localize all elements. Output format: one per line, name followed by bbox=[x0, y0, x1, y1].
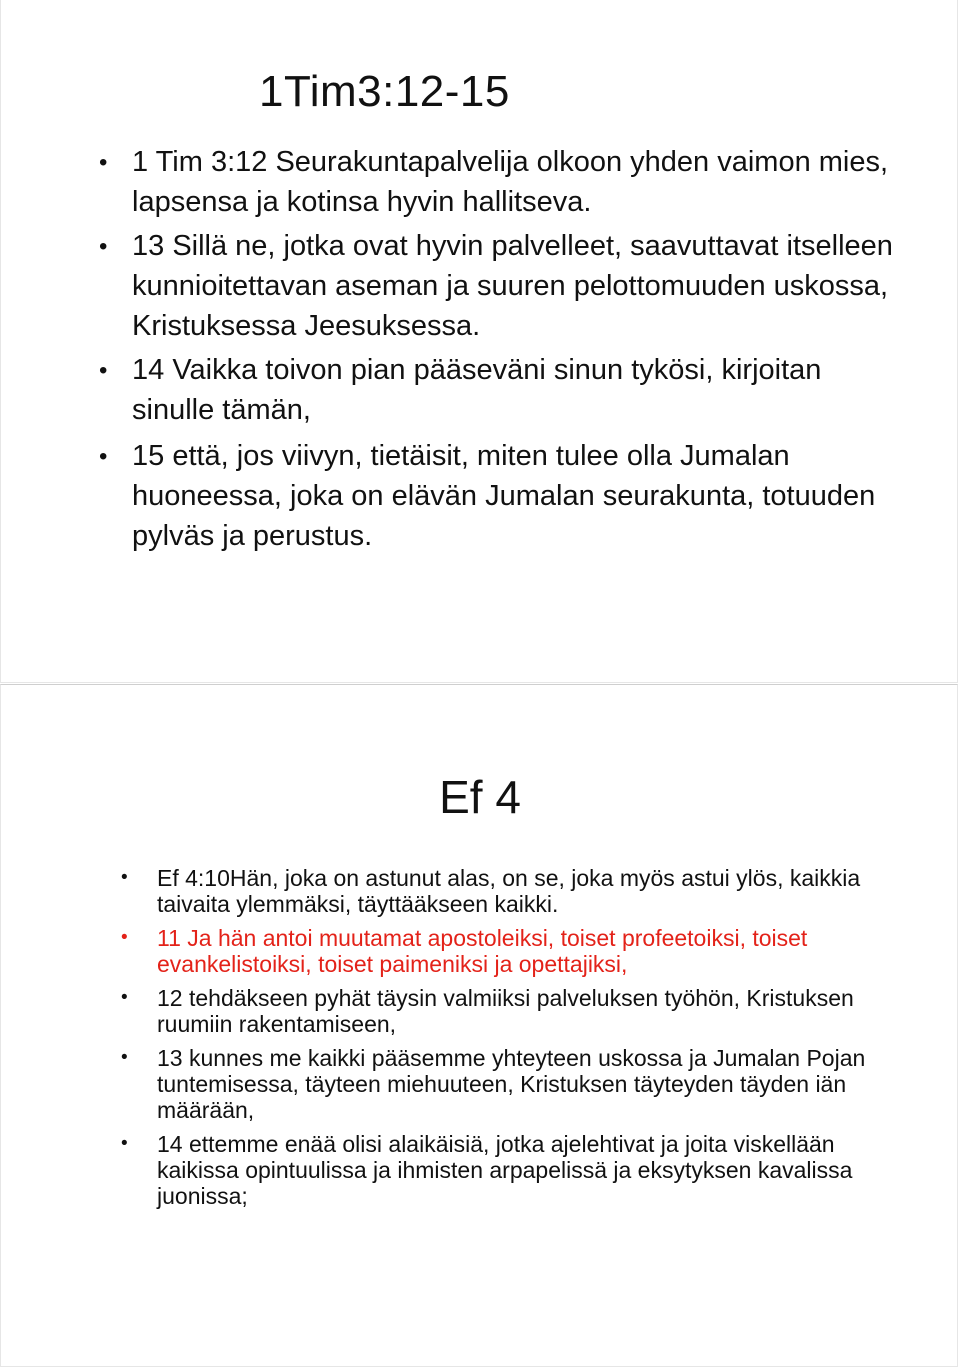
bullet-dot-icon: • bbox=[121, 1047, 128, 1068]
list-item-highlighted bbox=[121, 925, 881, 977]
bullet-dot-icon: • bbox=[99, 233, 108, 260]
bullet-text: 11 Ja hän antoi muutamat apostoleiksi, toiset profeetoiksi, toiset evankelistoiksi, toiset paimeniksi ja opettajiksi, bbox=[157, 925, 808, 977]
slide-title: Ef 4 bbox=[439, 771, 521, 823]
list-item bbox=[99, 142, 899, 222]
list-item bbox=[121, 1131, 881, 1209]
bullet-dot-icon: • bbox=[99, 443, 108, 470]
list-item bbox=[121, 865, 881, 917]
bullet-dot-icon: • bbox=[99, 149, 108, 176]
bullet-text: 1 Tim 3:12 Seurakuntapalvelija olkoon yhden vaimon mies, lapsensa ja kotinsa hyvin hallitseva. bbox=[132, 146, 889, 218]
list-item bbox=[121, 1045, 881, 1123]
slide-title: 1Tim3:12-15 bbox=[259, 67, 510, 116]
bullet-dot-icon: • bbox=[121, 927, 128, 948]
list-item bbox=[121, 985, 881, 1037]
bullet-dot-icon: • bbox=[99, 357, 108, 384]
bullet-dot-icon: • bbox=[121, 1133, 128, 1154]
list-item bbox=[99, 436, 899, 556]
list-item bbox=[99, 350, 899, 430]
bullet-text: 14 ettemme enää olisi alaikäisiä, jotka ajelehtivat ja joita viskellään kaikissa opintuulissa ja ihmisten arpapelissä ja eksytyksen kavalissa juonissa; bbox=[157, 1131, 853, 1209]
bullet-text: 14 Vaikka toivon pian pääseväni sinun tykösi, kirjoitan sinulle tämän, bbox=[132, 354, 822, 426]
bullet-list bbox=[121, 865, 881, 1217]
bullet-text: Ef 4:10Hän, joka on astunut alas, on se, joka myös astui ylös, kaikkia taivaita ylemmäksi, täyttääkseen kaikki. bbox=[157, 865, 861, 917]
bullet-text: 15 että, jos viivyn, tietäisit, miten tulee olla Jumalan huoneessa, joka on elävän Jumalan seurakunta, totuuden pylväs ja perustus. bbox=[132, 440, 876, 552]
bullet-text: 12 tehdäkseen pyhät täysin valmiiksi palveluksen työhön, Kristuksen ruumiin rakentamiseen, bbox=[157, 985, 854, 1037]
bullet-list bbox=[99, 142, 899, 560]
bullet-dot-icon: • bbox=[121, 867, 128, 888]
bullet-text: 13 Sillä ne, jotka ovat hyvin palvelleet, saavuttavat itselleen kunnioitettavan aseman ja suuren pelottomuuden uskossa, Kristuksessa Jeesuksessa. bbox=[132, 230, 893, 342]
bullet-text: 13 kunnes me kaikki pääsemme yhteyteen uskossa ja Jumalan Pojan tuntemisessa, täyteen miehuuteen, Kristuksen täyteyden täyden iän määrään, bbox=[157, 1045, 866, 1123]
slide-ef4 bbox=[0, 684, 958, 1367]
list-item bbox=[99, 226, 899, 346]
bullet-dot-icon: • bbox=[121, 987, 128, 1008]
slide-1tim bbox=[0, 0, 958, 683]
